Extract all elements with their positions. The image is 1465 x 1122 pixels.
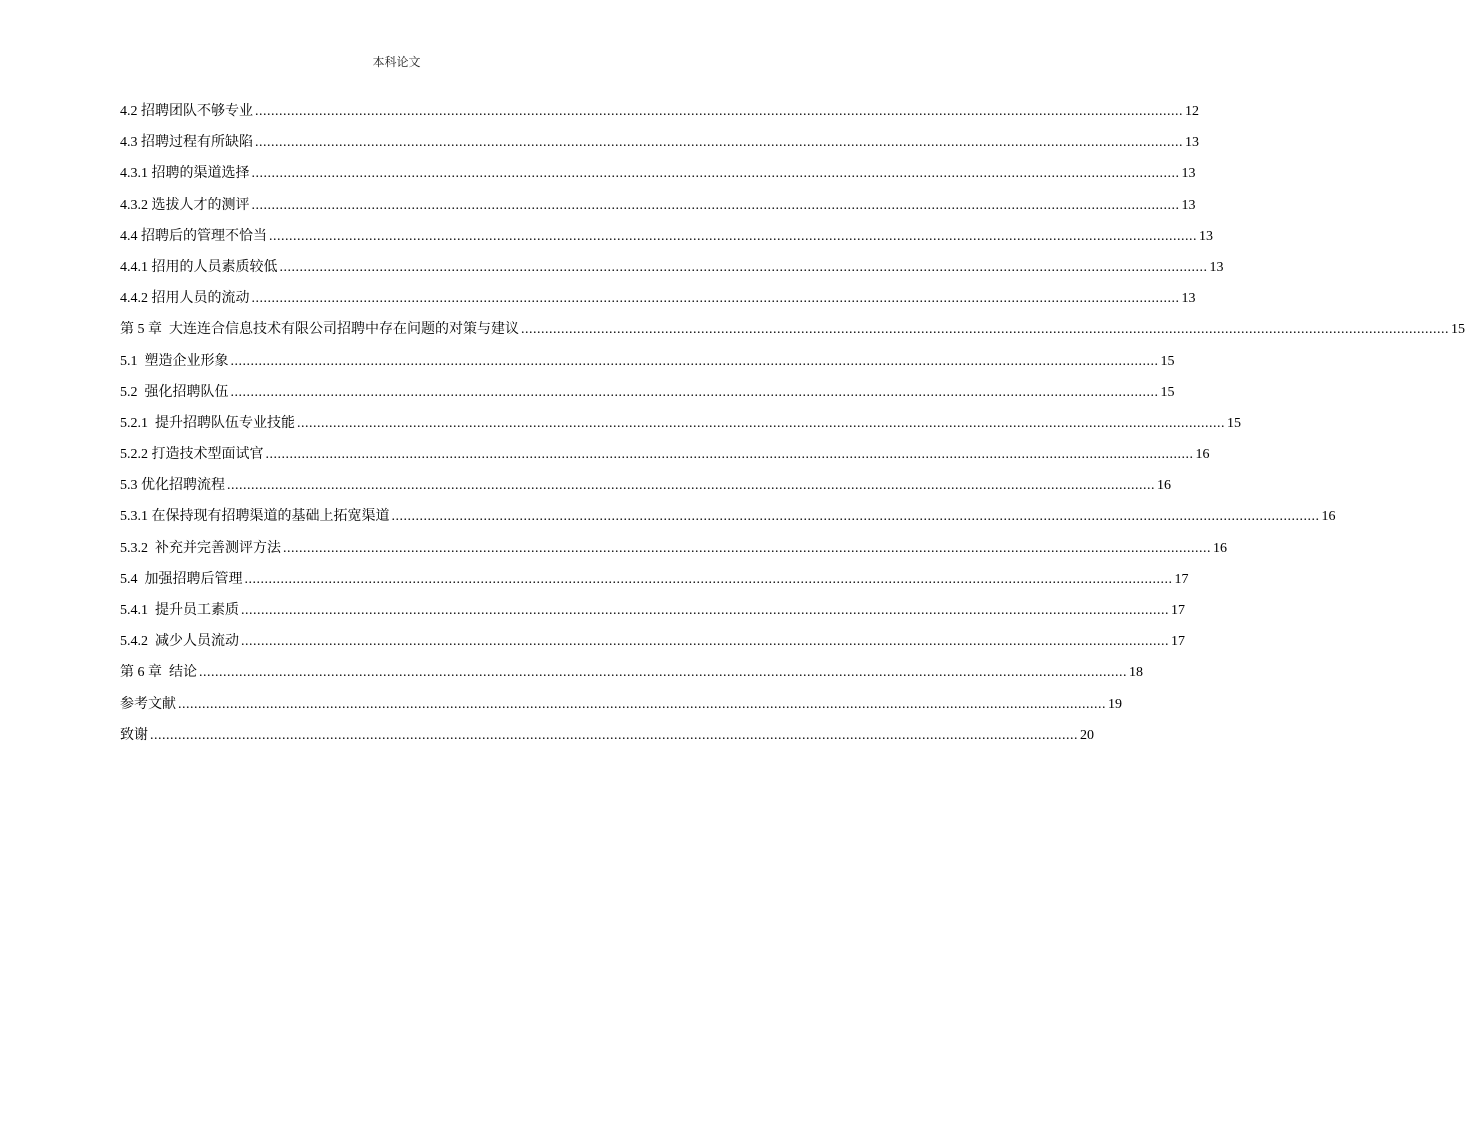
toc-dot-leader: ........................................................................................................................................................................................................................................ [297,415,1225,431]
toc-entry-label: 5.3.1 在保持现有招聘渠道的基础上拓宽渠道 [120,509,390,525]
toc-entry-label: 第 6 章 结论 [120,665,197,681]
toc-entry-label: 4.4.2 招用人员的流动 [120,291,250,307]
toc-entry-label: 4.3.1 招聘的渠道选择 [120,166,250,182]
toc-page-number: 13 [1181,291,1196,307]
toc-entry[interactable] [120,414,1241,445]
toc-page-number: 13 [1185,135,1199,151]
toc-entry-label: 5.3 优化招聘流程 [120,478,225,494]
toc-entry[interactable] [120,663,1143,694]
toc-entry[interactable] [120,726,1094,757]
toc-entry[interactable] [120,601,1185,632]
toc-dot-leader: ........................................................................................................................................................................................................................................ [178,696,1106,712]
toc-page-number: 20 [1080,727,1094,743]
toc-entry-label: 第 5 章 大连连合信息技术有限公司招聘中存在问题的对策与建议 [120,322,519,338]
toc-entry-label: 5.2.2 打造技术型面试官 [120,447,264,463]
toc-entry[interactable] [120,539,1227,570]
toc-dot-leader: ........................................................................................................................................................................................................................................ [251,197,1180,213]
toc-page-number: 19 [1108,696,1122,712]
toc-entry[interactable] [120,383,1175,414]
toc-page-number: 15 [1160,353,1175,369]
toc-entry[interactable] [120,227,1213,258]
toc-page-number: 13 [1209,259,1224,275]
toc-entry[interactable] [120,507,1336,538]
table-of-contents [120,102,1465,757]
toc-entry[interactable] [120,445,1210,476]
toc-entry-label: 4.4.1 招用的人员素质较低 [120,259,278,275]
toc-page-number: 16 [1195,447,1210,463]
toc-page-number: 15 [1227,415,1241,431]
toc-dot-leader: ........................................................................................................................................................................................................................................ [391,509,1320,525]
toc-page-number: 17 [1171,603,1185,618]
toc-dot-leader: ........................................................................................................................................................................................................................................ [241,634,1169,650]
toc-dot-leader: ........................................................................................................................................................................................................................................ [255,135,1183,151]
toc-page-number: 12 [1185,104,1199,119]
toc-entry[interactable] [120,570,1189,601]
toc-entry[interactable] [120,476,1171,507]
toc-page-number: 16 [1157,478,1171,494]
toc-entry[interactable] [120,695,1122,726]
toc-entry-label: 5.4.2 减少人员流动 [120,634,239,650]
toc-page-number: 15 [1160,384,1175,400]
toc-entry-label: 5.2 强化招聘队伍 [120,384,229,400]
toc-entry[interactable] [120,164,1196,195]
toc-entry[interactable] [120,258,1224,289]
toc-entry-label: 5.2.1 提升招聘队伍专业技能 [120,415,295,431]
toc-dot-leader: ........................................................................................................................................................................................................................................ [251,291,1180,307]
toc-entry-label: 4.4 招聘后的管理不恰当 [120,228,267,244]
toc-page-number: 16 [1213,540,1227,556]
toc-entry-label: 5.4.1 提升员工素质 [120,603,239,618]
toc-dot-leader: ........................................................................................................................................................................................................................................ [199,665,1127,681]
page-header: 本科论文 [372,55,421,69]
toc-entry[interactable] [120,133,1199,164]
toc-dot-leader: ........................................................................................................................................................................................................................................ [230,384,1159,400]
toc-dot-leader: ........................................................................................................................................................................................................................................ [244,571,1173,587]
toc-dot-leader: ........................................................................................................................................................................................................................................ [227,478,1155,494]
toc-dot-leader: ........................................................................................................................................................................................................................................ [251,166,1180,182]
toc-entry-label: 5.4 加强招聘后管理 [120,571,243,587]
toc-entry[interactable] [120,320,1465,351]
toc-entry-label: 5.3.2 补充并完善测评方法 [120,540,281,556]
toc-entry-label: 4.3 招聘过程有所缺陷 [120,135,253,151]
toc-page-number: 13 [1181,197,1196,213]
toc-dot-leader: ........................................................................................................................................................................................................................................ [279,259,1208,275]
toc-entry-label: 4.2 招聘团队不够专业 [120,104,253,119]
toc-dot-leader: ........................................................................................................................................................................................................................................ [283,540,1211,556]
toc-page-number: 13 [1199,228,1213,244]
toc-entry-label: 参考文献 [120,696,176,712]
toc-entry[interactable] [120,289,1196,320]
toc-page-number: 17 [1171,634,1185,650]
toc-entry[interactable] [120,102,1199,133]
toc-dot-leader: ........................................................................................................................................................................................................................................ [150,727,1078,743]
toc-page-number: 15 [1451,322,1465,338]
toc-dot-leader: ........................................................................................................................................................................................................................................ [241,603,1169,618]
toc-entry-label: 5.1 塑造企业形象 [120,353,229,369]
toc-dot-leader: ........................................................................................................................................................................................................................................ [265,447,1194,463]
toc-dot-leader: ........................................................................................................................................................................................................................................ [230,353,1159,369]
toc-page-number: 18 [1129,665,1143,681]
toc-dot-leader: ........................................................................................................................................................................................................................................ [521,322,1449,338]
toc-dot-leader: ........................................................................................................................................................................................................................................ [255,104,1183,119]
toc-entry[interactable] [120,196,1196,227]
toc-entry-label: 4.3.2 选拔人才的测评 [120,197,250,213]
toc-page-number: 17 [1174,571,1189,587]
toc-entry[interactable] [120,352,1175,383]
toc-entry-label: 致谢 [120,727,148,743]
toc-page-number: 13 [1181,166,1196,182]
toc-dot-leader: ........................................................................................................................................................................................................................................ [269,228,1197,244]
toc-page-number: 16 [1321,509,1336,525]
toc-entry[interactable] [120,632,1185,663]
